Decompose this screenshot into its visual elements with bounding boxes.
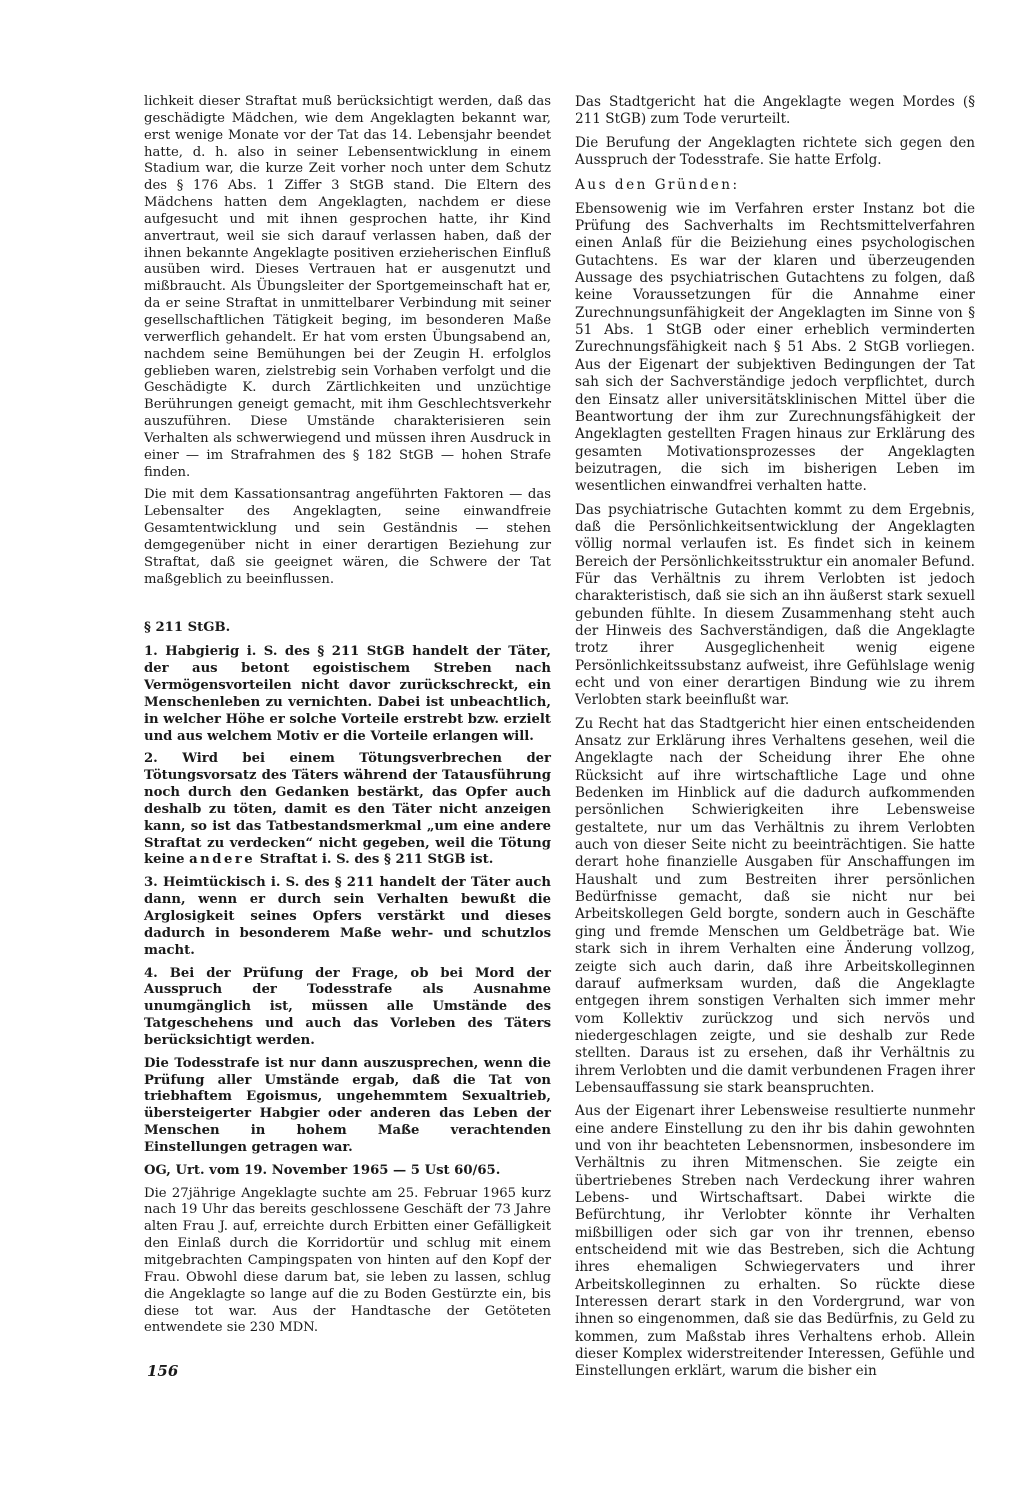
headnote-5: Die Todesstrafe ist nur dann auszusprechen, wenn die Prüfung aller Umstände ergab, daß die Tat von triebhaftem Egoismus, ungehemmtem Sexualtrieb, übersteigerter Habgier oder anderen das Leben der Menschen in hohem Maße verachtenden Einstellungen getragen war. [144, 1055, 551, 1155]
right-column [575, 94, 975, 1387]
paragraph: Die Berufung der Angeklagten richtete sich gegen den Ausspruch der Todesstrafe. Sie hatte Erfolg. [575, 134, 975, 169]
headnote-2-end: Straftat i. S. des § 211 StGB ist. [259, 852, 494, 868]
headnote-1: 1. Habgierig i. S. des § 211 StGB handelt der Täter, der aus betont egoistischem Streben nach Vermögensvorteilen nicht davor zurückschreckt, ein Menschenleben zu vernichten. Dabei ist unbeachtlich, in welcher Höhe er solche Vorteile erstrebt bzw. erzielt und aus welchem Motiv er die Vorteile erlangen will. [144, 644, 551, 744]
paragraph: Ebensowenig wie im Verfahren erster Instanz bot die Prüfung des Sachverhalts im Rechtsmittelverfahren einen Anlaß für die Beiziehung eines psychologischen Gutachtens. Es war der klaren und überzeugenden Aussage des psychiatrischen Gutachtens zu folgen, daß keine Voraussetzungen für die Annahme einer Zurechnungsunfähigkeit der Angeklagten im Sinne von § 51 Abs. 1 StGB oder einer erheblich verminderten Zurechnungsfähigkeit nach § 51 Abs. 2 StGB vorliegen. Aus der Eigenart der subjektiven Bedingungen der Tat sah sich der Sachverständige jedoch verpflichtet, durch den Einsatz aller universitätsklinischen Mittel über die Beantwortung der ihm zur Zurechnungsfähigkeit der Angeklagten gestellten Fragen hinaus zur Erklärung des gesamten Motivationsprozesses der Angeklagten beizutragen, die sich im bisherigen Leben im wesentlichen einwandfrei verhalten hatte. [575, 200, 975, 495]
court-citation: OG, Urt. vom 19. November 1965 — 5 Ust 60/65. [144, 1162, 501, 1178]
paragraph: lichkeit dieser Straftat muß berücksichtigt werden, daß das geschädigte Mädchen, wie dem Angeklagten bekannt war, erst wenige Monate vor der Tat das 14. Lebensjahr beendet hatte, d. h. also in seiner Lebensentwicklung in einem Stadium war, die kurze Zeit vorher noch unter dem Schutz des § 176 Abs. 1 Ziffer 3 StGB stand. Die Eltern des Mädchens hatten dem Angeklagten, nachdem er diese aufgesucht und mit ihnen gesprochen hatte, ihr Kind anvertraut, weil sie sich darauf verlassen haben, daß der ihnen bekannte Angeklagte positiven erzieherischen Einfluß ausüben wird. Dieses Vertrauen hat er ausgenutzt und mißbraucht. Als Übungsleiter der Sportgemeinschaft hat er, da er seine Straftat in unmittelbarer Verbindung mit seiner gesellschaftlichen Tätigkeit beging, im besonderen Maße verwerflich gehandelt. Er hat vom ersten Übungsabend an, nachdem seine Bemühungen bei der Zeugin H. erfolglos geblieben waren, zielstrebig sein Vorhaben verfolgt und die Geschädigte K. durch Zärtlichkeiten und unzüchtige Berührungen geneigt gemacht, mit ihm Geschlechtsverkehr auszuführen. Diese Umstände charakterisieren sein Verhalten als schwerwiegend und müssen ihren Ausdruck in einer — im Strafrahmen des § 182 StGB — hohen Strafe finden. [144, 94, 551, 480]
paragraph: Aus der Eigenart ihrer Lebensweise resultierte nunmehr eine andere Einstellung zu den ihr bis dahin gewohnten und von ihr beachteten Lebensnormen, insbesondere im Verhältnis zu ihren Mitmenschen. Sie zeigte ein übertriebenes Streben nach Verdeckung ihrer wahren Lebens- und Wirtschaftsart. Dabei wirkte die Befürchtung, ihr Verlobter könnte ihr Verhalten mißbilligen oder sich gar von ihr trennen, ebenso entscheidend mit wie das Bestreben, sich die Achtung ihres ehemaligen Schwiegervaters und ihrer Arbeitskolleginnen zu erhalten. So rückte diese Interessen derart stark in den Vordergrund, war von ihnen so eingenommen, daß sie das Bedürfnis, zu Geld zu kommen, zum Maßstab ihres Verhaltens erhob. Allein dieser Komplex widerstreitender Interessen, Gefühle und Einstellungen erklärt, warum die bisher ein [575, 1103, 975, 1380]
headnote-3: 3. Heimtückisch i. S. des § 211 handelt der Täter auch dann, wenn er durch sein Verhalten bewußt die Arglosigkeit seines Opfers verstärkt und dieses dadurch in besonderem Maße wehr- und schutzlos macht. [144, 875, 551, 958]
headnote-4: 4. Bei der Prüfung der Frage, ob bei Mord der Ausspruch der Todesstrafe als Ausnahme unumgänglich ist, müssen alle Umstände des Tatgeschehens und auch das Vorleben des Täters berücksichtigt werden. [144, 965, 551, 1048]
paragraph: Zu Recht hat das Stadtgericht hier einen entscheidenden Ansatz zur Erklärung ihres Verhaltens gesehen, weil die Angeklagte nach der Scheidung ihrer Ehe ohne Rücksicht auf ihre wirtschaftliche Lage und ohne Bedenken im Hinblick auf die dadurch aufkommenden persönlichen Schwierigkeiten ihre Lebensweise gestaltete, nur um das Verhältnis zu ihrem Verlobten auch von dieser Seite nicht zu beeinträchtigen. Sie hatte derart hohe finanzielle Ausgaben für Anschaffungen im Haushalt und zum Bestreiten ihrer persönlichen Bedürfnisse gemacht, daß sie nicht nur bei Arbeitskollegen Geld borgte, sondern auch in Geschäfte ging und fremde Menschen um Geldbeträge bat. Wie stark sich in ihrem Verhalten eine Änderung vollzog, zeigte sich auch darin, daß ihre Arbeitskolleginnen darauf aufmerksam wurden, daß die Angeklagte entgegen ihrem sonstigen Verhalten sich immer mehr vom Kollektiv zurückzog und sich nervös und niedergeschlagen zeigte, und sie deshalb zur Rede stellten. Daraus ist zu ersehen, daß ihr Verhältnis zu ihrem Verlobten und die damit verbundenen Fragen ihrer Lebensauffassung sie stark beanspruchten. [575, 715, 975, 1096]
reasons-heading: Aus den Gründen: [575, 177, 740, 194]
left-column [144, 94, 551, 1343]
headnote-2-text: 2. Wird bei einem Tötungsverbrechen der Tötungsvorsatz des Täters während der Tatausführung noch durch den Gedanken bestärkt, das Opfer auch deshalb zu töten, damit es den Täter nicht anzeigen kann, so ist das Tatbestandsmerkmal „um eine andere Straftat zu verdecken“ nicht gegeben, weil die Tötung keine [144, 751, 551, 868]
section-heading: § 211 StGB. [144, 620, 231, 636]
paragraph: Das psychiatrische Gutachten kommt zu dem Ergebnis, daß die Persönlichkeitsentwicklung der Angeklagten völlig normal verlaufen ist. Es findet sich in keinem Bereich der Persönlichkeitsstruktur ein anomaler Befund. Für das Verhältnis zu ihrem Verlobten ist jedoch charakteristisch, daß sie sich an ihn äußerst stark sexuell gebunden fühlte. In diesem Zusammenhang steht auch der Hinweis des Sachverständigen, daß die Angeklagte trotz ihrer Ausgeglichenheit wenig eigene Persönlichkeitssubstanz aufweist, ihre Gefühlslage wenig echt und von einer derartigen Bindung wie zu ihrem Verlobten stark beeinflußt war. [575, 501, 975, 709]
paragraph: Das Stadtgericht hat die Angeklagte wegen Mordes (§ 211 StGB) zum Tode verurteilt. [575, 94, 975, 128]
paragraph: Die mit dem Kassationsantrag angeführten Faktoren — das Lebensalter des Angeklagten, seine einwandfreie Gesamtentwicklung und sein Geständnis — stehen demgegenüber nicht in einer derartigen Beziehung zur Straftat, daß sie geeignet wären, die Schwere der Tat maßgeblich zu beeinflussen. [144, 487, 551, 587]
facts-paragraph: Die 27jährige Angeklagte suchte am 25. Februar 1965 kurz nach 19 Uhr das bereits geschlossene Geschäft der 73 Jahre alten Frau J. auf, erreichte durch Erbitten einer Gefälligkeit den Einlaß durch die Korridortür und schlug mit einem mitgebrachten Campingspaten von hinten auf den Kopf der Frau. Obwohl diese darum bat, sie leben zu lassen, schlug die Angeklagte so lange auf die zu Boden Gestürzte ein, bis diese tot war. Aus der Handtasche der Getöteten entwendete sie 230 MDN. [144, 1185, 551, 1336]
headnote-2 [144, 751, 551, 869]
page-number: 156 [147, 1362, 179, 1380]
emphasized-word: andere [189, 852, 256, 868]
